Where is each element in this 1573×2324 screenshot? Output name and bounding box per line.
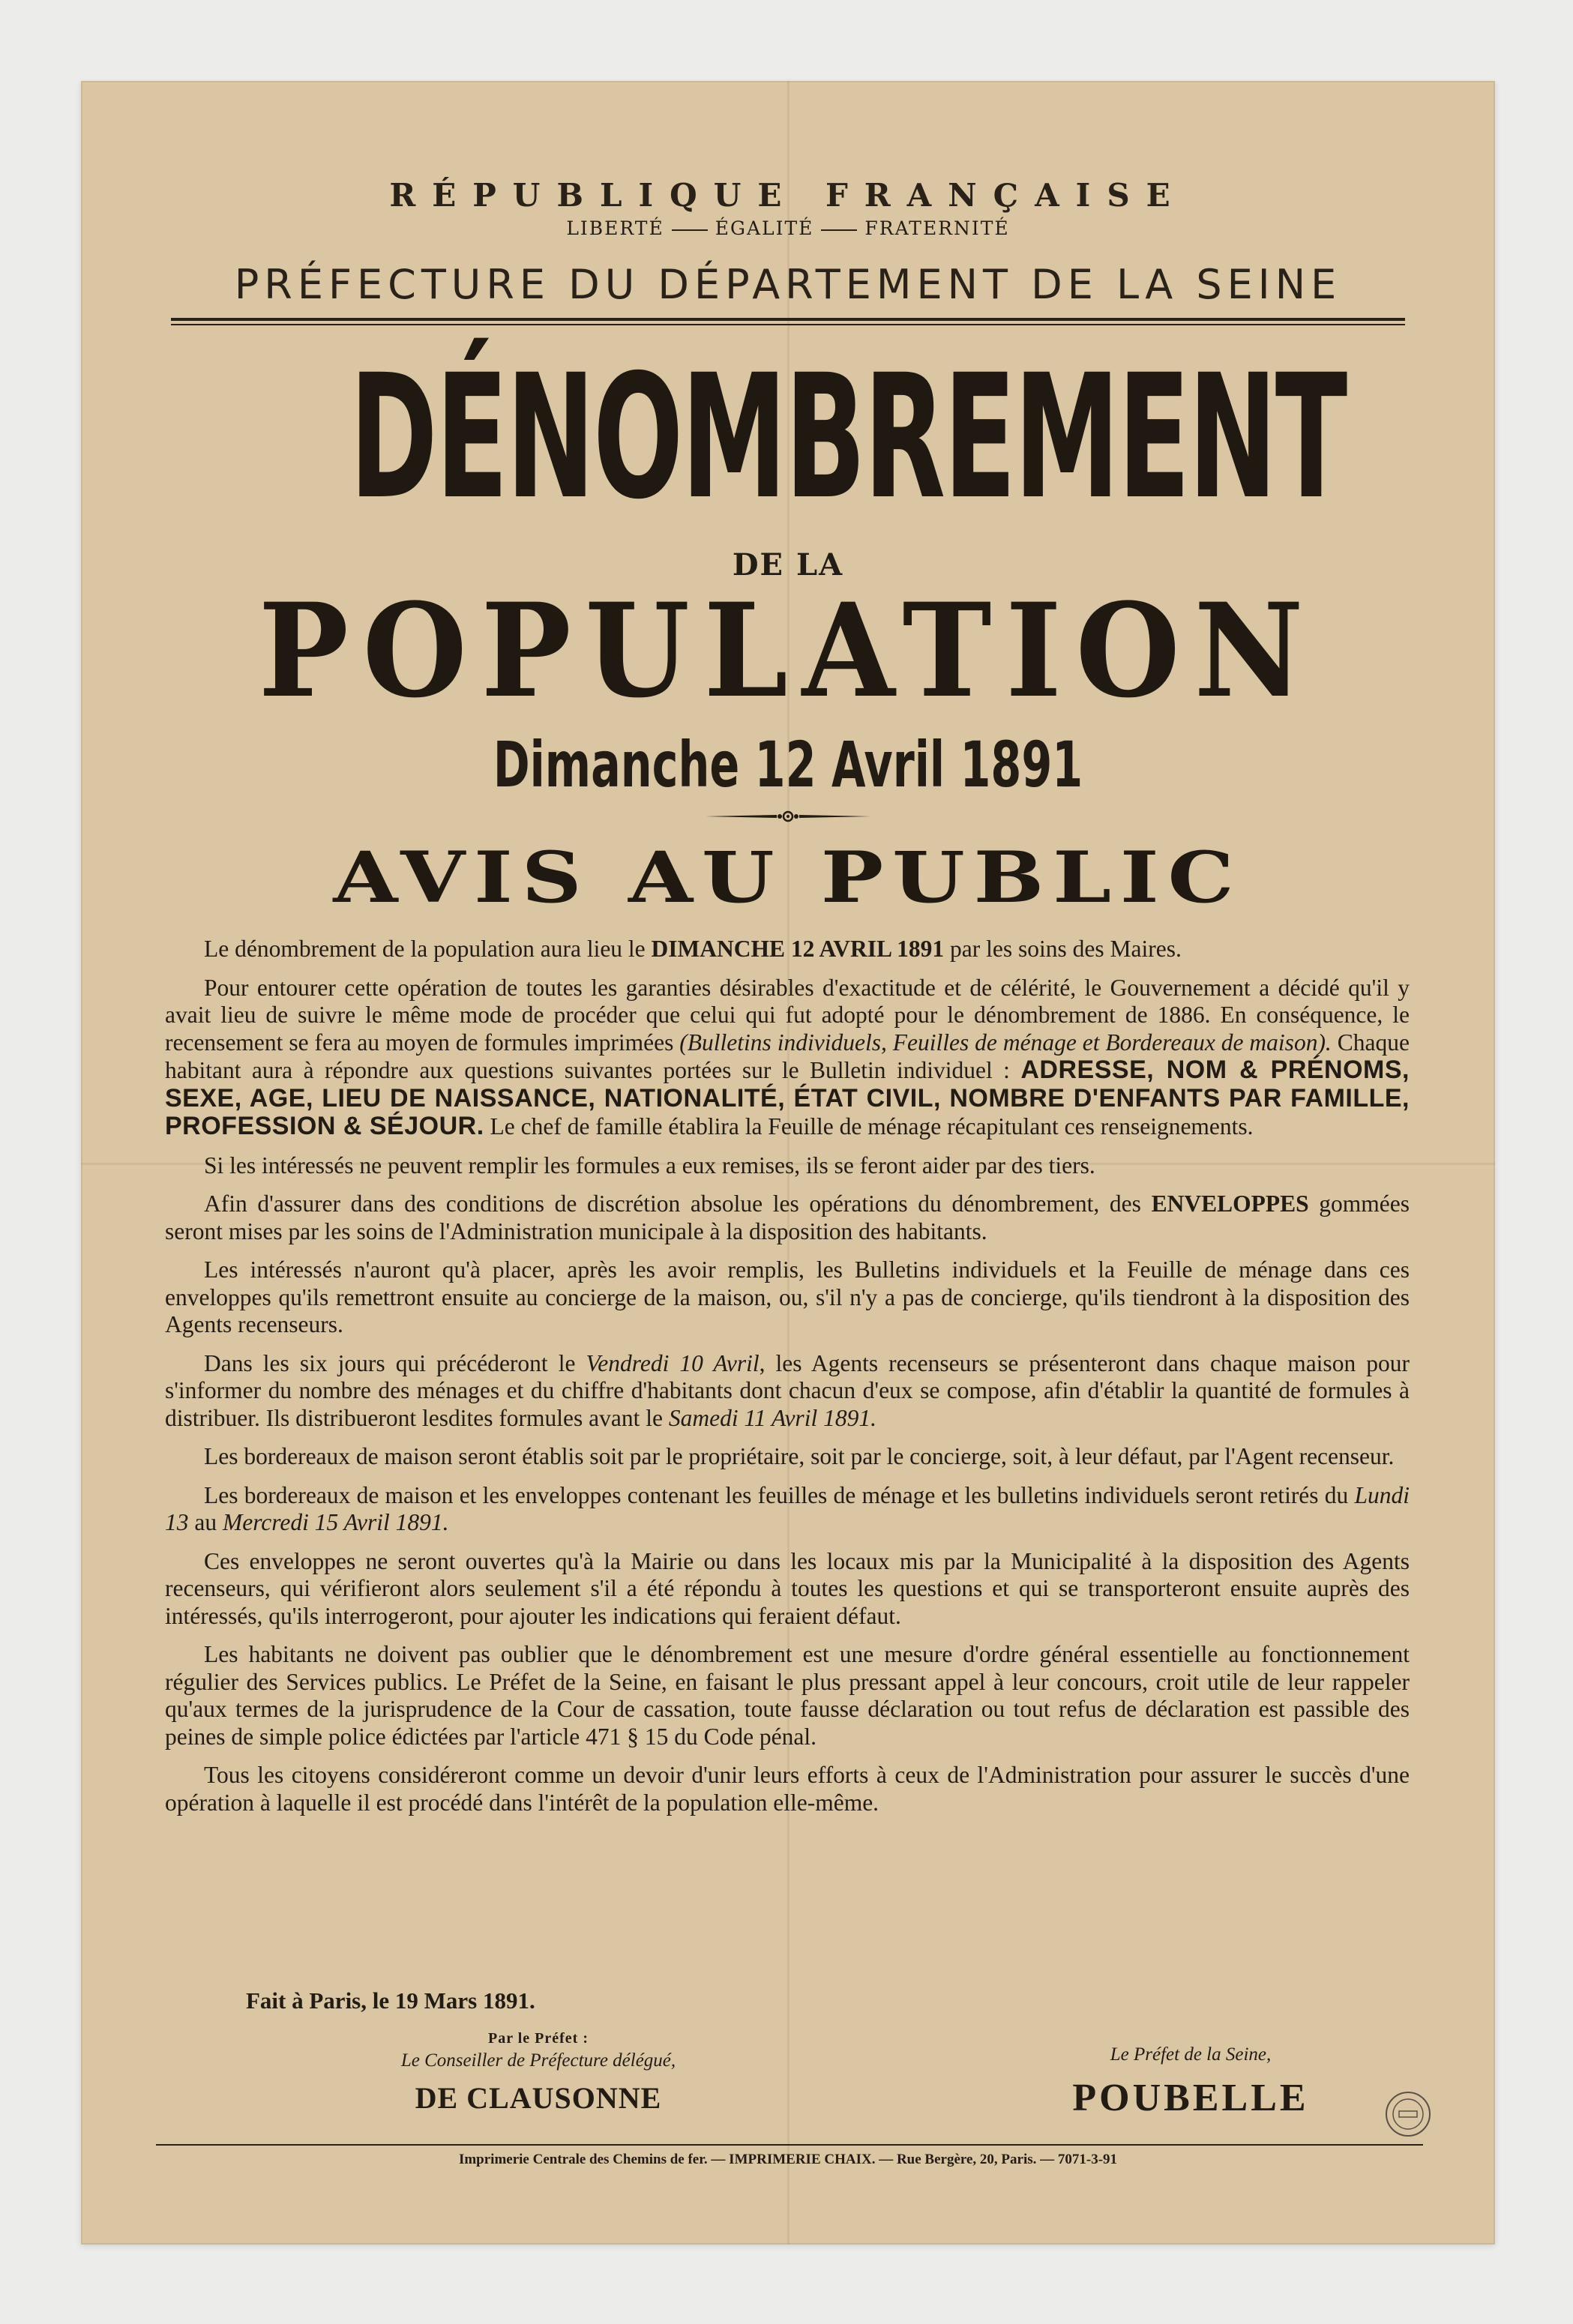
title-denombrement: DÉNOMBREMENT: [349, 337, 1346, 537]
signature-left-role: Le Conseiller de Préfecture délégué,: [400, 2050, 676, 2071]
paragraph-5: Les intéressés n'auront qu'à placer, après les avoir remplis, les Bulletins individuels et la Feuille de ménage dans ces enveloppes qu'ils remettront ensuite au concierge de la maison, ou, s'il n'y a pas de concierge, qu'ils tiendront à la disposition des Agents recenseurs.: [165, 1256, 1410, 1337]
title-date: Dimanche 12 Avril 1891: [493, 728, 1083, 801]
republic-heading: RÉPUBLIQUE FRANÇAISE: [389, 177, 1187, 214]
paragraph-1: Le dénombrement de la population aura lieu le DIMANCHE 12 AVRIL 1891 par les soins des Maires.: [204, 936, 1182, 962]
motto-fraternite: FRATERNITÉ: [864, 217, 1010, 239]
title-de-la: DE LA: [732, 547, 844, 582]
poster: [81, 81, 1495, 2245]
header-rule-thin: [171, 324, 1405, 325]
motto-egalite: ÉGALITÉ: [715, 217, 814, 239]
paragraph-2: Pour entourer cette opération de toutes les garanties désirables d'exactitude et de célérité, le Gouvernement a décidé qu'il y avait lieu de suivre le même mode de procéder que celui qui fut adopté pour le dénombrement de 1886. En conséquence, le recensement se fera au moyen de formules imprimées (Bulletins individuels, Feuilles de ménage et Bordereaux de maison). Chaque habitant aura à répondre aux questions suivantes portées sur le Bulletin individuel : ADRESSE, NOM & PRÉNOMS, SEXE, AGE, LIEU DE NAISSANCE, NATIONALITÉ, ÉTAT CIVIL, NOMBRE D'ENFANTS PAR FAMILLE, PROFESSION & SÉJOUR. Le chef de famille établira la Feuille de ménage récapitulant ces renseignements.: [165, 974, 1410, 1140]
motto-dash: [672, 229, 708, 231]
signature-right-role: Le Préfet de la Seine,: [1110, 2044, 1272, 2065]
footer-rule: [156, 2144, 1423, 2146]
ornament-divider-icon: [706, 805, 870, 828]
questions-list: ADRESSE, NOM & PRÉNOMS, SEXE, AGE, LIEU DE NAISSANCE, NATIONALITÉ, ÉTAT CIVIL, NOMBRE D'ENFANTS PAR FAMILLE, PROFESSION & SÉJOUR.: [165, 1056, 1410, 1140]
signature-left: [328, 2030, 748, 2116]
paragraph-11: Tous les citoyens considéreront comme un devoir d'unir leurs efforts à ceux de l'Administration pour assurer le succès d'une opération à laquelle il est procédé dans l'intérêt de la population elle-même.: [165, 1762, 1410, 1816]
printer-line: Imprimerie Centrale des Chemins de fer. — IMPRIMERIE CHAIX. — Rue Bergère, 20, Paris. — 7071-3-91: [458, 2152, 1118, 2167]
stamp-seal-icon: [1384, 2090, 1432, 2138]
signing-date: Fait à Paris, le 19 Mars 1891.: [246, 1987, 535, 2014]
prefecture-heading: PRÉFECTURE DU DÉPARTEMENT DE LA SEINE: [234, 261, 1342, 308]
header-rule-thick: [171, 318, 1405, 321]
signature-left-small: Par le Préfet :: [488, 2030, 589, 2047]
title-population: POPULATION: [258, 574, 1318, 726]
paragraph-7: Les bordereaux de maison seront établis soit par le propriétaire, soit par le concierge, soit, à leur défaut, par l'Agent recenseur.: [204, 1443, 1395, 1469]
signature-left-name: DE CLAUSONNE: [415, 2081, 662, 2115]
motto: [81, 217, 1495, 239]
notice-body: [165, 936, 1410, 1828]
paragraph-6: Dans les six jours qui précéderont le Vendredi 10 Avril, les Agents recenseurs se présenteront dans chaque maison pour s'informer du nombre des ménages et du chiffre d'habitants dont chacun d'eux se compose, afin d'établir la quantité de formules à distribuer. Ils distribueront lesdites formules avant le Samedi 11 Avril 1891.: [165, 1349, 1410, 1431]
paragraph-4: Afin d'assurer dans des conditions de discrétion absolue les opérations du dénombrement, des ENVELOPPES gommées seront mises par les soins de l'Administration municipale à la disposition des habitants.: [165, 1190, 1410, 1244]
title-avis-au-public: AVIS AU PUBLIC: [333, 837, 1243, 919]
motto-dash: [821, 229, 857, 231]
motto-liberte: LIBERTÉ: [566, 217, 664, 239]
paragraph-9: Ces enveloppes ne seront ouvertes qu'à la Mairie ou dans les locaux mis par la Municipalité à la disposition des Agents recenseurs, qui vérifieront alors seulement s'il a été répondu à toutes les questions et qui se transporteront ensuite auprès des intéressés, qu'ils interrogeront, pour ajouter les indications qui feraient défaut.: [165, 1547, 1410, 1629]
signature-right: [981, 2041, 1401, 2120]
paragraph-8: Les bordereaux de maison et les enveloppes contenant les feuilles de ménage et les bulletins individuels seront retirés du Lundi 13 au Mercredi 15 Avril 1891.: [165, 1481, 1410, 1535]
paragraph-10: Les habitants ne doivent pas oublier que le dénombrement est une mesure d'ordre général essentielle au fonctionnement régulier des Services publics. Le Préfet de la Seine, en faisant le plus pressant appel à leur concours, croit utile de leur rappeler qu'aux termes de la jurisprudence de la Cour de cassation, toute fausse déclaration ou tout refus de déclaration est passible des peines de simple police édictées par l'article 471 § 15 du Code pénal.: [165, 1641, 1410, 1750]
signature-right-name: POUBELLE: [1072, 2077, 1309, 2119]
census-date: DIMANCHE 12 AVRIL 1891: [651, 936, 945, 962]
paragraph-3: Si les intéressés ne peuvent remplir les formules a eux remises, ils se feront aider par des tiers.: [204, 1152, 1095, 1178]
